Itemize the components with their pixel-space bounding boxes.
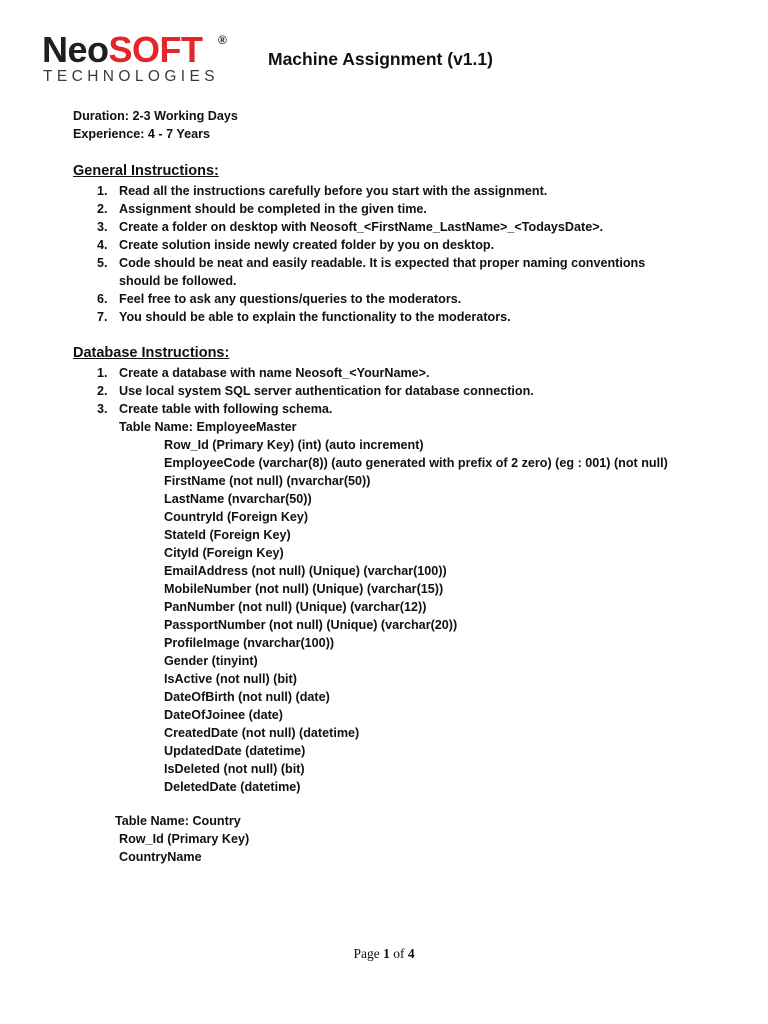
database-instructions-heading: Database Instructions: bbox=[73, 345, 230, 361]
schema-column: FirstName (not null) (nvarchar(50)) bbox=[164, 474, 371, 488]
list-item: 3. Create a folder on desktop with Neosoft_<FirstName_LastName>_<TodaysDate>. bbox=[97, 220, 604, 234]
logo-tagline: TECHNOLOGIES bbox=[43, 68, 219, 85]
schema-column: MobileNumber (not null) (Unique) (varchar(15)) bbox=[164, 582, 444, 596]
general-instructions-list bbox=[0, 182, 768, 326]
schema-column: IsDeleted (not null) (bit) bbox=[164, 762, 305, 776]
document-title: Machine Assignment (v1.1) bbox=[268, 49, 493, 69]
schema-column: CountryId (Foreign Key) bbox=[164, 510, 309, 524]
duration-line: Duration: 2-3 Working Days bbox=[73, 109, 238, 123]
registered-mark: ® bbox=[218, 33, 227, 47]
schema-column: Row_Id (Primary Key) (int) (auto increment) bbox=[164, 438, 424, 452]
logo-neo-text: Neo bbox=[42, 29, 109, 70]
list-item: 2. Assignment should be completed in the given time. bbox=[97, 202, 427, 216]
experience-line: Experience: 4 - 7 Years bbox=[73, 127, 210, 141]
list-item: 2. Use local system SQL server authentication for database connection. bbox=[97, 384, 534, 398]
schema-column: StateId (Foreign Key) bbox=[164, 528, 291, 542]
neosoft-logo bbox=[42, 30, 242, 90]
schema-column: EmailAddress (not null) (Unique) (varchar(100)) bbox=[164, 564, 447, 578]
employee-table-name: Table Name: EmployeeMaster bbox=[119, 420, 297, 434]
list-item: 3. Create table with following schema. bbox=[97, 402, 333, 416]
schema-column: DateOfJoinee (date) bbox=[164, 708, 283, 722]
logo-soft-text: SOFT bbox=[108, 29, 203, 70]
schema-column: PassportNumber (not null) (Unique) (varchar(20)) bbox=[164, 618, 458, 632]
list-item: 5. Code should be neat and easily readable. It is expected that proper naming conventions should be followed. bbox=[97, 256, 646, 288]
list-item: 1. Read all the instructions carefully before you start with the assignment. bbox=[97, 184, 548, 198]
list-item: 4. Create solution inside newly created folder by you on desktop. bbox=[97, 238, 495, 252]
list-item: 1. Create a database with name Neosoft_<YourName>. bbox=[97, 366, 430, 380]
general-instructions-heading: General Instructions: bbox=[73, 163, 219, 179]
schema-column: Gender (tinyint) bbox=[164, 654, 258, 668]
country-table-name: Table Name: Country bbox=[115, 814, 241, 828]
schema-column: DeletedDate (datetime) bbox=[164, 780, 301, 794]
list-item: 7. You should be able to explain the functionality to the moderators. bbox=[97, 310, 511, 324]
list-item: 6. Feel free to ask any questions/queries to the moderators. bbox=[97, 292, 462, 306]
schema-column: UpdatedDate (datetime) bbox=[164, 744, 306, 758]
schema-column: ProfileImage (nvarchar(100)) bbox=[164, 636, 335, 650]
database-instructions-list bbox=[0, 364, 768, 418]
schema-column: PanNumber (not null) (Unique) (varchar(12)) bbox=[164, 600, 427, 614]
schema-column: EmployeeCode (varchar(8)) (auto generated with prefix of 2 zero) (eg : 001) (not null) bbox=[164, 456, 668, 470]
schema-column: CountryName bbox=[119, 850, 202, 864]
logo-wordmark bbox=[42, 30, 203, 70]
schema-column: CityId (Foreign Key) bbox=[164, 546, 284, 560]
schema-column: CreatedDate (not null) (datetime) bbox=[164, 726, 360, 740]
schema-column: Row_Id (Primary Key) bbox=[119, 832, 250, 846]
schema-column: IsActive (not null) (bit) bbox=[164, 672, 297, 686]
page-number-footer: Page 1 of 4 bbox=[353, 946, 415, 961]
schema-column: DateOfBirth (not null) (date) bbox=[164, 690, 330, 704]
schema-column: LastName (nvarchar(50)) bbox=[164, 492, 312, 506]
